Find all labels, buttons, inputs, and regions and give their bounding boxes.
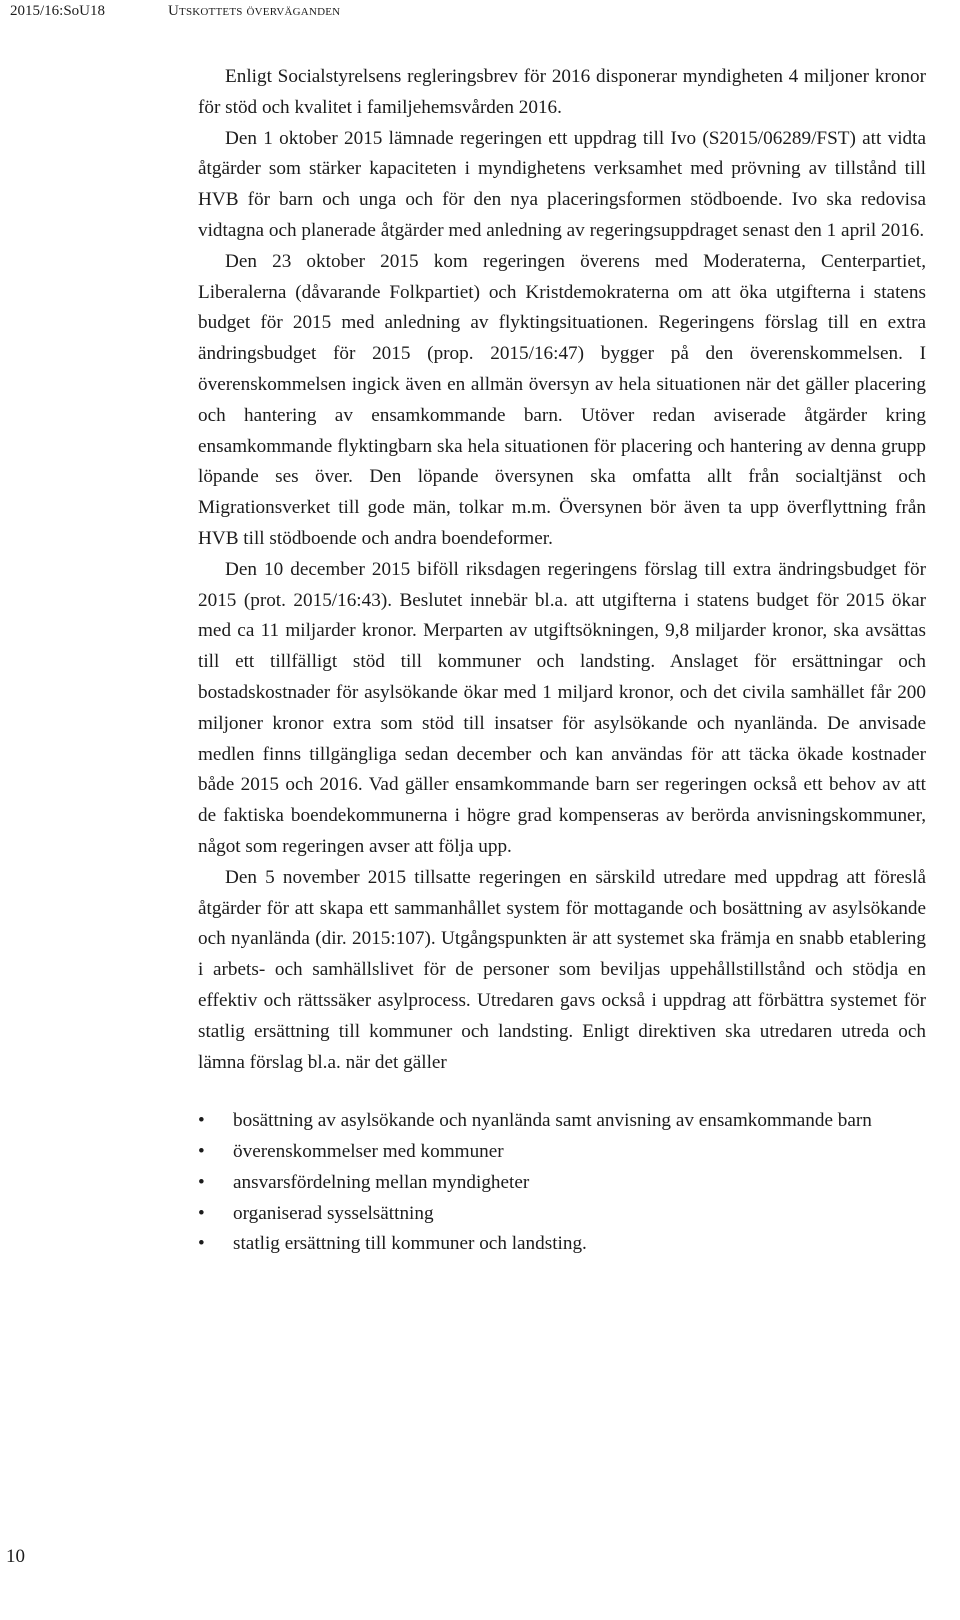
list-item — [198, 1199, 926, 1230]
list-item — [198, 1137, 926, 1168]
bullet-icon: • — [198, 1202, 205, 1224]
list-item-text: organiserad sysselsättning — [233, 1202, 434, 1224]
page-number: 10 — [6, 1546, 25, 1567]
list-item — [198, 1106, 926, 1137]
paragraph: Den 1 oktober 2015 lämnade regeringen ett uppdrag till Ivo (S2015/06289/FST) att vidta åtgärder som stärker kapaciteten i myndighetens verksamhet med prövning av tillstånd till HVB för barn och unga och för den nya placeringsformen stödboende. Ivo ska redovisa vidtagna och planerade åtgärder med anledning av regeringsuppdraget senast den 1 april 2016. — [198, 127, 926, 241]
document-reference: 2015/16:SoU18 — [10, 3, 106, 19]
paragraph: Den 5 november 2015 tillsatte regeringen en särskild utredare med uppdrag att föreslå åtgärder för att skapa ett sammanhållet system för mottagande och bosättning av asylsökande och nyanlända (dir. 2015:107). Utgångspunkten är att systemet ska främja en snabb etablering i arbets- och samhällslivet för de personer som beviljas uppehållstillstånd och stödja en effektiv och rättssäker asylprocess. Utredaren gavs också i uppdrag att förbättra systemet för statlig ersättning till kommuner och landsting. Enligt direktiven ska utredaren utreda och lämna förslag bl.a. när det gäller — [198, 866, 926, 1073]
paragraph: Enligt Socialstyrelsens regleringsbrev för 2016 disponerar myndigheten 4 miljoner kronor för stöd och kvalitet i familjehemsvården 2016. — [198, 66, 926, 118]
main-text — [198, 62, 926, 1260]
section-title: Utskottets överväganden — [168, 3, 341, 19]
bullet-list — [198, 1106, 926, 1260]
list-item — [198, 1168, 926, 1199]
list-item-text: bosättning av asylsökande och nyanlända samt anvisning av ensamkommande barn — [233, 1110, 872, 1132]
bullet-icon: • — [198, 1233, 205, 1255]
list-item-text: statlig ersättning till kommuner och landsting. — [233, 1233, 587, 1255]
list-item-text: överenskommelser med kommuner — [233, 1141, 504, 1163]
bullet-icon: • — [198, 1171, 205, 1193]
list-item-text: ansvarsfördelning mellan myndigheter — [233, 1171, 530, 1193]
paragraph: Den 10 december 2015 biföll riksdagen regeringens förslag till extra ändringsbudget för 2015 (prot. 2015/16:43). Beslutet innebär bl.a. att utgifterna i statens budget för 2015 ökar med ca 11 miljarder kronor. Merparten av utgiftsökningen, 9,8 miljarder kronor, ska avsättas till ett tillfälligt stöd till kommuner och landsting. Anslaget för ersättningar och bostadskostnader för asylsökande ökar med 1 miljard kronor, och det civila samhället får 200 miljoner kronor extra som stöd till insatser för asylsökande och nyanlända. De anvisade medlen finns tillgängliga sedan december och kan användas för att täcka ökade kostnader både 2015 och 2016. Vad gäller ensamkommande barn ser regeringen också ett behov av att de faktiska boendekommunerna i högre grad kompenseras av berörda anvisningskommuner, något som regeringen avser att följa upp. — [198, 558, 926, 857]
bullet-icon: • — [198, 1141, 205, 1163]
bullet-icon: • — [198, 1110, 205, 1132]
page-header — [10, 0, 950, 22]
paragraph: Den 23 oktober 2015 kom regeringen överens med Moderaterna, Centerpartiet, Liberalerna (dåvarande Folkpartiet) och Kristdemokraterna om att öka utgifterna i statens budget för 2015 med anledning av flyktingsituationen. Regeringens förslag till en extra ändringsbudget för 2015 (prop. 2015/16:47) bygger på den överenskommelsen. I överenskommelsen ingick även en allmän översyn av hela situationen när det gäller placering och hantering av ensamkommande barn. Utöver redan aviserade åtgärder kring ensamkommande flyktingbarn ska hela situationen för placering och hantering av denna grupp löpande ses över. Den löpande översynen ska omfatta allt från socialtjänst och Migrationsverket till gode män, tolkar m.m. Översynen bör även ta upp överflyttning från HVB till stödboende och andra boendeformer. — [198, 250, 926, 549]
list-item — [198, 1229, 926, 1260]
